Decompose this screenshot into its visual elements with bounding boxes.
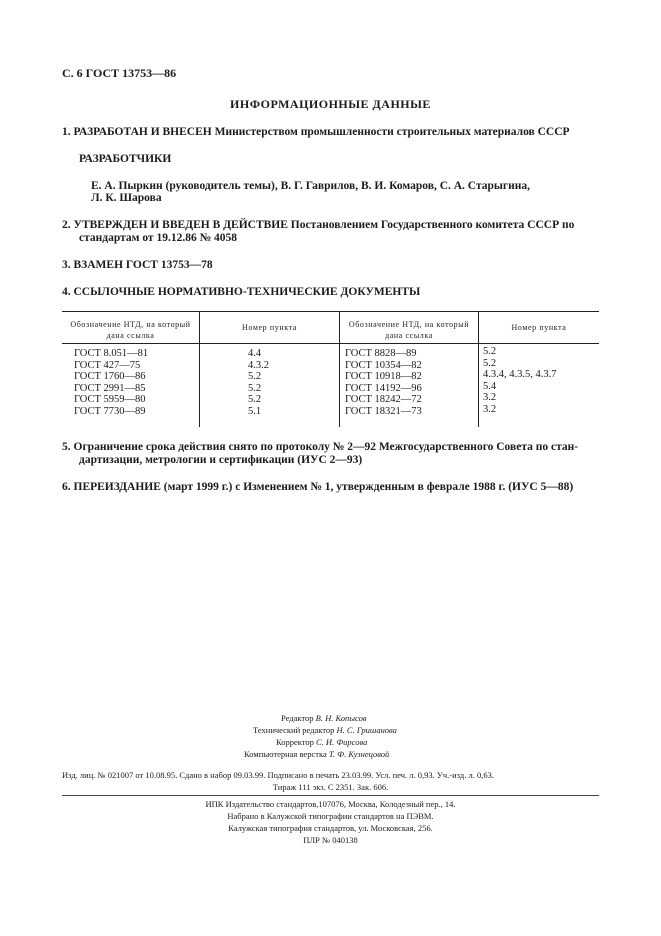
credit-name: Т. Ф. Кузнецовой [328,749,390,759]
credit-corrector [276,736,367,748]
divider-rule [62,795,599,796]
item-2-label: 2. УТВЕРЖДЕН И ВВЕДЕН В ДЕЙСТВИЕ [62,219,288,231]
item-2-line-2: стандартам от 19.12.86 № 4058 [79,232,238,244]
table-cell: ГОСТ 10918—82 [345,371,422,382]
developers-line-2: Л. К. Шарова [91,192,162,204]
credit-tech-editor [253,724,397,736]
table-header-doc-right: Обозначение НТД, на который дана ссылка [348,320,470,340]
table-column-items-left [248,348,269,417]
table-cell: ГОСТ 5959—80 [74,394,146,405]
item-4: 4. ССЫЛОЧНЫЕ НОРМАТИВНО-ТЕХНИЧЕСКИЕ ДОКУМЕНТЫ [62,286,421,298]
publishing-info [62,769,599,793]
table-cell: 4.4 [248,348,262,359]
page-header: С. 6 ГОСТ 13753—86 [62,66,177,80]
table-cell: 5.1 [248,405,262,417]
printer-line-4: ПЛР № 040138 [303,835,358,845]
item-2-text: Постановлением Государственного комитета СССР по [290,219,575,231]
credit-role: Редактор [281,713,314,723]
credit-role: Корректор [276,737,314,747]
item-5-line-2: дартизации, метрологии и сертификации (ИУС 2—93) [79,454,363,466]
table-cell: ГОСТ 8.051—81 [74,348,149,359]
printer-line-2: Набрано в Калужской типографии стандартов на ПЭВМ. [227,811,434,821]
developers-line-1: Е. А. Пыркин (руководитель темы), В. Г. Гаврилов, В. И. Комаров, С. А. Старыгина, [91,180,530,192]
table-cell: 5.2 [248,371,262,382]
table-cell: ГОСТ 14192—96 [345,382,422,394]
table-cell: 5.2 [248,382,262,394]
table-column-items-right [483,346,557,415]
table-header-item-left: Номер пункта [242,323,297,332]
table-cell: ГОСТ 7730—89 [74,405,146,417]
table-header-doc-left: Обозначение НТД, на который дана ссылка [70,320,191,340]
table-cell: ГОСТ 8828—89 [345,348,417,359]
table-cell: 3.2 [483,392,497,403]
section-title: ИНФОРМАЦИОННЫЕ ДАННЫЕ [230,97,431,111]
publishing-line-1: Изд. лиц. № 021007 от 10.08.95. Сдано в набор 09.03.99. Подписано в печать 23.03.99. Усл. печ. л. 0,93. Уч.-изд. л. 0,63. [62,770,494,780]
credit-editor [281,712,367,724]
table-cell: ГОСТ 427—75 [74,359,141,371]
developers-heading: РАЗРАБОТЧИКИ [79,153,172,165]
table-cell: 5.2 [248,394,262,405]
table-cell: 5.2 [483,346,497,357]
table-cell: ГОСТ 10354—82 [345,359,422,371]
table-cell: ГОСТ 2991—85 [74,382,146,394]
printer-line-1: ИПК Издательство стандартов,107076, Москва, Колодезный пер., 14. [205,799,456,809]
table-cell: ГОСТ 18321—73 [345,405,422,417]
item-1 [62,125,570,140]
item-6: 6. ПЕРЕИЗДАНИЕ (март 1999 г.) с Изменением № 1, утвержденным в феврале 1988 г. (ИУС 5—88) [62,481,574,493]
table-top-rule [62,311,599,312]
table-cell: ГОСТ 1760—86 [74,371,146,382]
table-header-rule [62,343,599,344]
printer-line-3: Калужская типография стандартов, ул. Московская, 256. [228,823,433,833]
table-divider-1 [199,311,200,427]
credit-layout [244,748,389,760]
credit-role: Компьютерная верстка [244,749,327,759]
item-1-label: 1. РАЗРАБОТАН И ВНЕСЕН [62,126,212,138]
credit-name: В. Н. Копысов [315,713,367,723]
table-cell: 5.2 [483,357,497,369]
item-3: 3. ВЗАМЕН ГОСТ 13753—78 [62,259,213,271]
printer-info [0,798,661,846]
publishing-line-2: Тираж 111 экз. С 2351. Зак. 606. [272,782,389,792]
table-cell: 4.3.2 [248,359,269,371]
table-cell: 5.4 [483,380,497,392]
table-divider-2 [339,311,340,427]
credit-name: Н. С. Гришанова [336,725,397,735]
table-cell: 4.3.4, 4.3.5, 4.3.7 [483,369,557,380]
table-column-docs-left [74,348,148,417]
table-divider-3 [478,311,479,427]
credit-role: Технический редактор [253,725,335,735]
item-1-text: Министерством промышленности строительных материалов СССР [214,126,570,138]
credit-name: С. И. Фирсова [316,737,368,747]
table-cell: ГОСТ 18242—72 [345,394,422,405]
table-cell: 3.2 [483,403,497,415]
table-header-item-right: Номер пункта [511,323,567,332]
item-5-line-1: 5. Ограничение срока действия снято по протоколу № 2—92 Межгосударственного Совета по стан- [62,441,579,453]
table-column-docs-right [345,348,422,417]
